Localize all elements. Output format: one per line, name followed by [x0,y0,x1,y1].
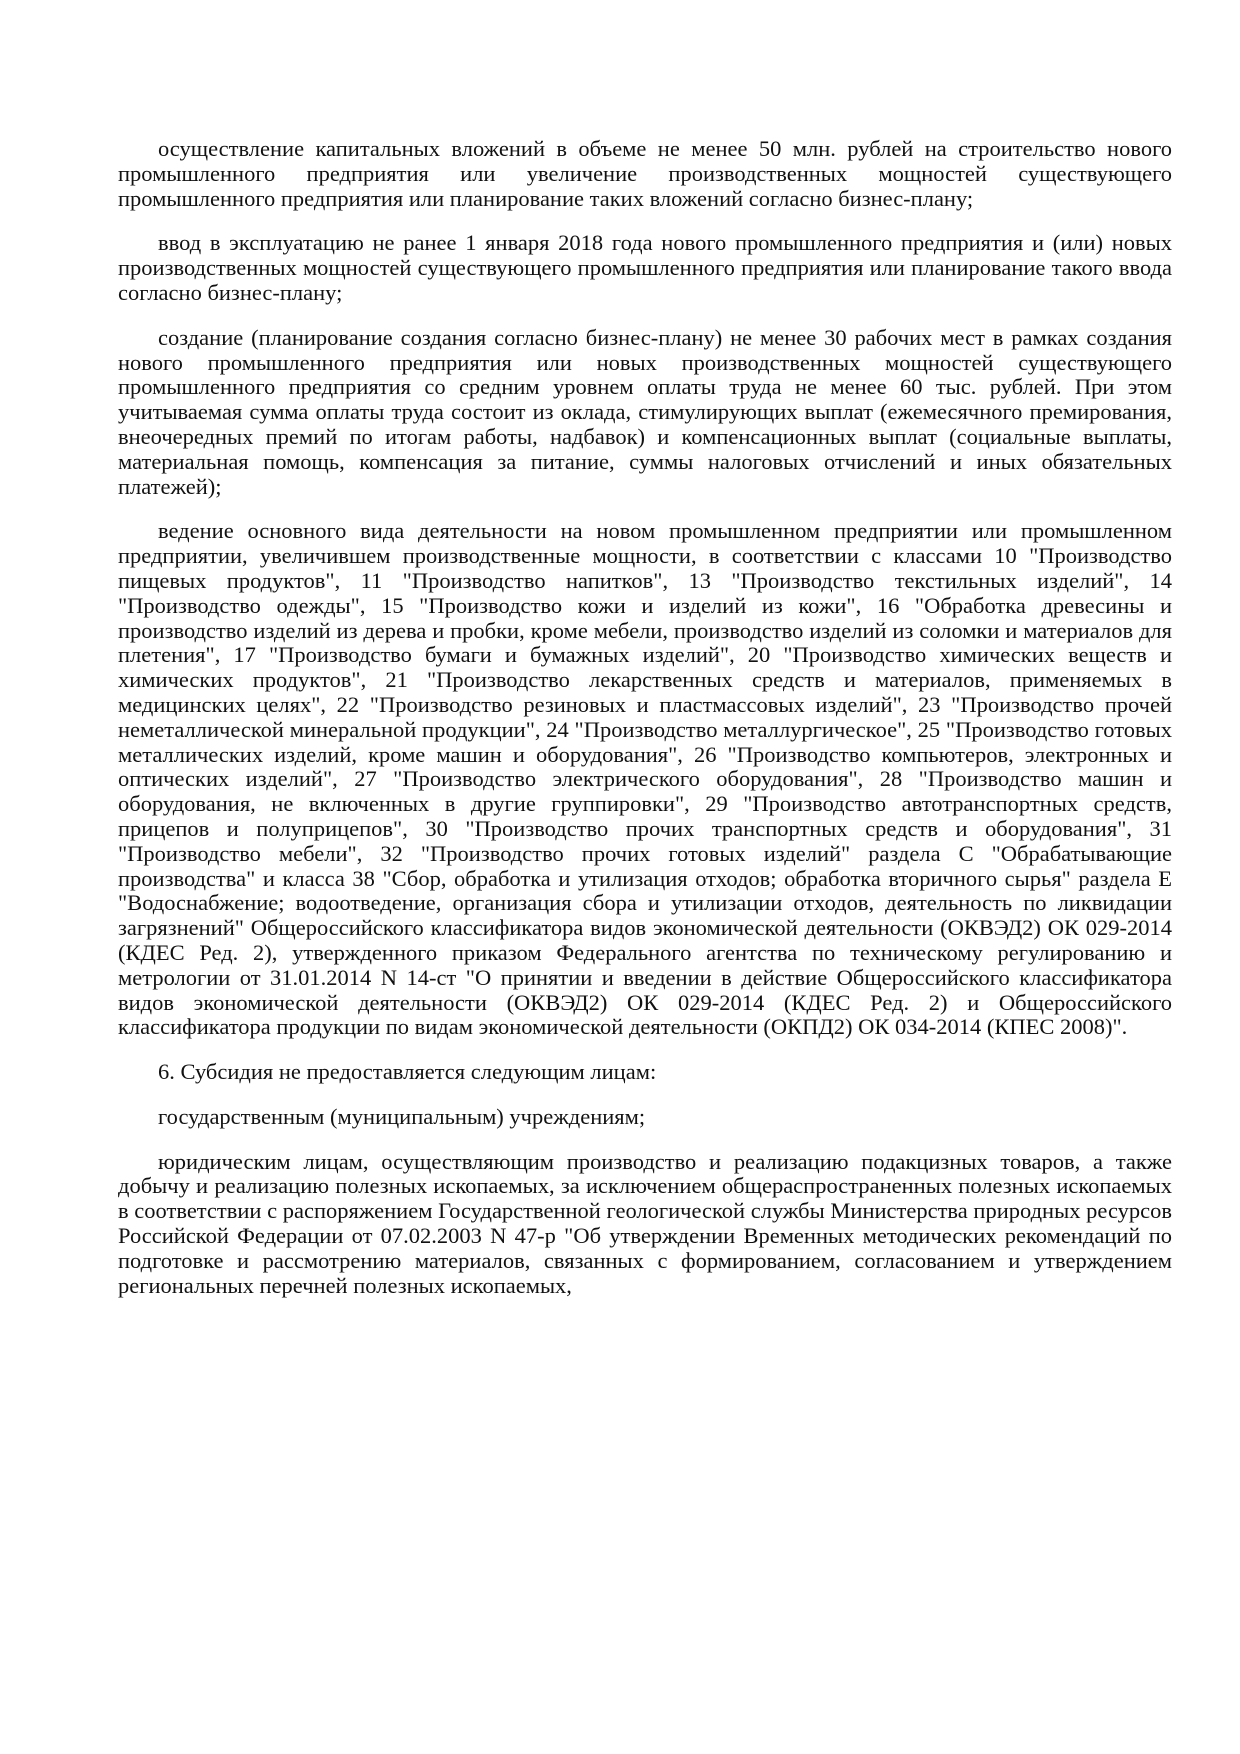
paragraph-capital-investment: осуществление капитальных вложений в объеме не менее 50 млн. рублей на строительство нового промышленного предприятия или увеличение производственных мощностей существующего промышленного предприятия или планирование таких вложений согласно бизнес-плану; [118,136,1172,211]
paragraph-activity-classes: ведение основного вида деятельности на новом промышленном предприятии или промышленном предприятии, увеличившем производственные мощности, в соответствии с классами 10 "Производство пищевых продуктов", 11 "Производство напитков", 13 "Производство текстильных изделий", 14 "Производство одежды", 15 "Производство кожи и изделий из кожи", 16 "Обработка древесины и производство изделий из дерева и пробки, кроме мебели, производство изделий из соломки и материалов для плетения", 17 "Производство бумаги и бумажных изделий", 20 "Производство химических веществ и химических продуктов", 21 "Производство лекарственных средств и материалов, применяемых в медицинских целях", 22 "Производство резиновых и пластмассовых изделий", 23 "Производство прочей неметаллической минеральной продукции", 24 "Производство металлургическое", 25 "Производство готовых металлических изделий, кроме машин и оборудования", 26 "Производство компьютеров, электронных и оптических изделий", 27 "Производство электрического оборудования", 28 "Производство машин и оборудования, не включенных в другие группировки", 29 "Производство автотранспортных средств, прицепов и полуприцепов", 30 "Производство прочих транспортных средств и оборудования", 31 "Производство мебели", 32 "Производство прочих готовых изделий" раздела C "Обрабатывающие производства" и класса 38 "Сбор, обработка и утилизация отходов; обработка вторичного сырья" раздела E "Водоснабжение; водоотведение, организация сбора и утилизации отходов, деятельность по ликвидации загрязнений" Общероссийского классификатора видов экономической деятельности (ОКВЭД2) ОК 029-2014 (КДЕС Ред. 2), утвержденного приказом Федерального агентства по техническому регулированию и метрологии от 31.01.2014 N 14-ст "О принятии и введении в действие Общероссийского классификатора видов экономической деятельности (ОКВЭД2) ОК 029-2014 (КДЕС Ред. 2) и Общероссийского классификатора продукции по видам экономической деятельности (ОКПД2) ОК 034-2014 (КПЕС 2008)". [118,518,1172,1040]
paragraph-state-institutions: государственным (муниципальным) учреждениям; [158,1103,646,1129]
paragraph-job-creation: создание (планирование создания согласно бизнес-плану) не менее 30 рабочих мест в рамках создания нового промышленного предприятия или новых производственных мощностей существующего промышленного предприятия со средним уровнем оплаты труда не менее 60 тыс. рублей. При этом учитываемая сумма оплаты труда состоит из оклада, стимулирующих выплат (ежемесячного премирования, внеочередных премий по итогам работы, надбавок) и компенсационных выплат (социальные выплаты, материальная помощь, компенсация за питание, суммы налоговых отчислений и иных обязательных платежей); [118,324,1172,499]
paragraph-excise-legal-entities: юридическим лицам, осуществляющим производство и реализацию подакцизных товаров, а также добычу и реализацию полезных ископаемых, за исключением общераспространенных полезных ископаемых в соответствии с распоряжением Государственной геологической службы Министерства природных ресурсов Российской Федерации от 07.02.2003 N 47-р "Об утверждении Временных методических рекомендаций по подготовке и рассмотрению материалов, связанных с формированием, согласованием и утверждением региональных перечней полезных ископаемых, [118,1148,1172,1298]
paragraph-commissioning: ввод в эксплуатацию не ранее 1 января 2018 года нового промышленного предприятия и (или) новых производственных мощностей существующего промышленного предприятия или планирование такого ввода согласно бизнес-плану; [118,230,1172,305]
paragraph-section-6-heading: 6. Субсидия не предоставляется следующим лицам: [158,1059,657,1085]
